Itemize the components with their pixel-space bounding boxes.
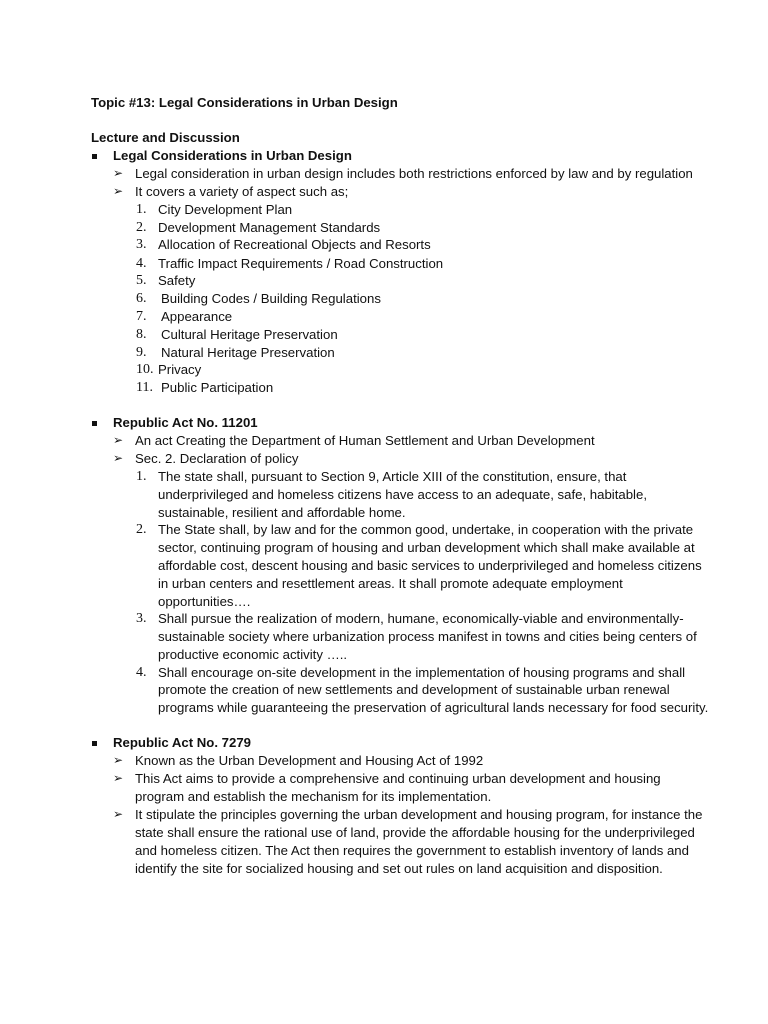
list-number: 10. [136,362,154,377]
list-number: 2. [136,522,147,537]
lecture-heading: Lecture and Discussion [91,130,240,145]
arrow-bullet-icon: ➢ [113,433,124,447]
arrow-bullet-icon: ➢ [113,753,124,767]
list-item: Appearance [161,308,233,324]
arrow-bullet-icon: ➢ [113,184,124,198]
bullet-point-line: identify the site for socialized housing and set out rules on land acquisition and disposition. [135,860,663,876]
list-number: 8. [136,326,147,342]
square-bullet-icon [92,154,97,159]
list-item-line: promote the creation of new settlements and development of sustainable urban renewal [158,682,670,697]
list-item-line: programs while guaranteeing the preservation of agricultural lands necessary for food security. [158,700,709,715]
list-item-line: opportunities…. [158,593,251,609]
list-item: Building Codes / Building Regulations [161,291,381,306]
arrow-bullet-icon: ➢ [113,771,124,785]
list-item: Natural Heritage Preservation [161,344,335,360]
list-number: 3. [136,237,147,252]
section-heading: Legal Considerations in Urban Design [113,148,352,163]
list-number: 5. [136,273,147,288]
list-item-line: productive economic activity ….. [158,646,348,662]
list-item-line: sustainable society where urbanization process manifest in towns and cities being centers of [158,629,697,644]
bullet-point: An act Creating the Department of Human Settlement and Urban Development [135,433,595,448]
list-item: Public Participation [161,379,274,395]
bullet-point-line: It stipulate the principles governing the urban development and housing program, for instance the [135,807,703,822]
list-number: 11. [136,379,153,395]
section-heading: Republic Act No. 11201 [113,415,258,430]
bullet-point-line: program and establish the mechanism for its implementation. [135,789,492,804]
section-heading: Republic Act No. 7279 [113,735,252,750]
bullet-point-line: state shall ensure the rational use of land, provide the affordable housing for the underprivileged [135,825,695,840]
square-bullet-icon [92,741,97,746]
list-item: Development Management Standards [158,219,381,235]
list-item: Safety [158,273,196,288]
list-number: 2. [136,219,147,235]
list-item: Traffic Impact Requirements / Road Construction [158,255,444,271]
list-item-line: Shall encourage on-site development in the implementation of housing programs and shall [158,664,686,680]
list-number: 1. [136,202,147,217]
list-item-line: The State shall, by law and for the common good, undertake, in cooperation with the private [158,522,694,537]
list-number: 7. [136,308,147,324]
list-item-line: The state shall, pursuant to Section 9, Article XIII of the constitution, ensure, that [158,469,627,484]
bullet-point: Sec. 2. Declaration of policy [135,451,299,466]
bullet-point: It covers a variety of aspect such as; [135,184,349,199]
list-item: Cultural Heritage Preservation [161,326,338,342]
list-item-line: sector, continuing program of housing and urban development which shall make available at [158,540,695,555]
arrow-bullet-icon: ➢ [113,451,124,465]
bullet-point-line: and homeless citizen. The Act then requires the government to establish inventory of lands and [135,843,689,858]
list-number: 3. [136,611,147,626]
list-number: 4. [136,255,147,271]
square-bullet-icon [92,421,97,426]
arrow-bullet-icon: ➢ [113,166,124,180]
list-number: 6. [136,291,147,306]
list-item-line: Shall pursue the realization of modern, humane, economically-viable and environmentally- [158,611,684,626]
list-item: City Development Plan [158,202,293,217]
bullet-point: Legal consideration in urban design includes both restrictions enforced by law and by regulation [135,166,693,181]
list-item: Privacy [158,362,202,377]
list-number: 1. [136,469,147,484]
bullet-point-line: Known as the Urban Development and Housing Act of 1992 [135,753,484,768]
list-number: 4. [136,664,147,680]
list-number: 9. [136,344,147,360]
topic-title: Topic #13: Legal Considerations in Urban Design [91,95,398,110]
list-item-line: underprivileged and homeless citizens have access to an adequate, safe, habitable, [158,487,647,502]
arrow-bullet-icon: ➢ [113,807,124,821]
list-item: Allocation of Recreational Objects and Resorts [158,237,431,252]
list-item-line: sustainable, resilient and affordable home. [158,504,406,520]
list-item-line: in urban centers and resettlement areas. It shall promote adequate employment [158,575,623,591]
bullet-point-line: This Act aims to provide a comprehensive and continuing urban development and housing [135,771,661,786]
list-item-line: affordable cost, descent housing and basic services to underprivileged and homeless citizens [158,558,702,573]
